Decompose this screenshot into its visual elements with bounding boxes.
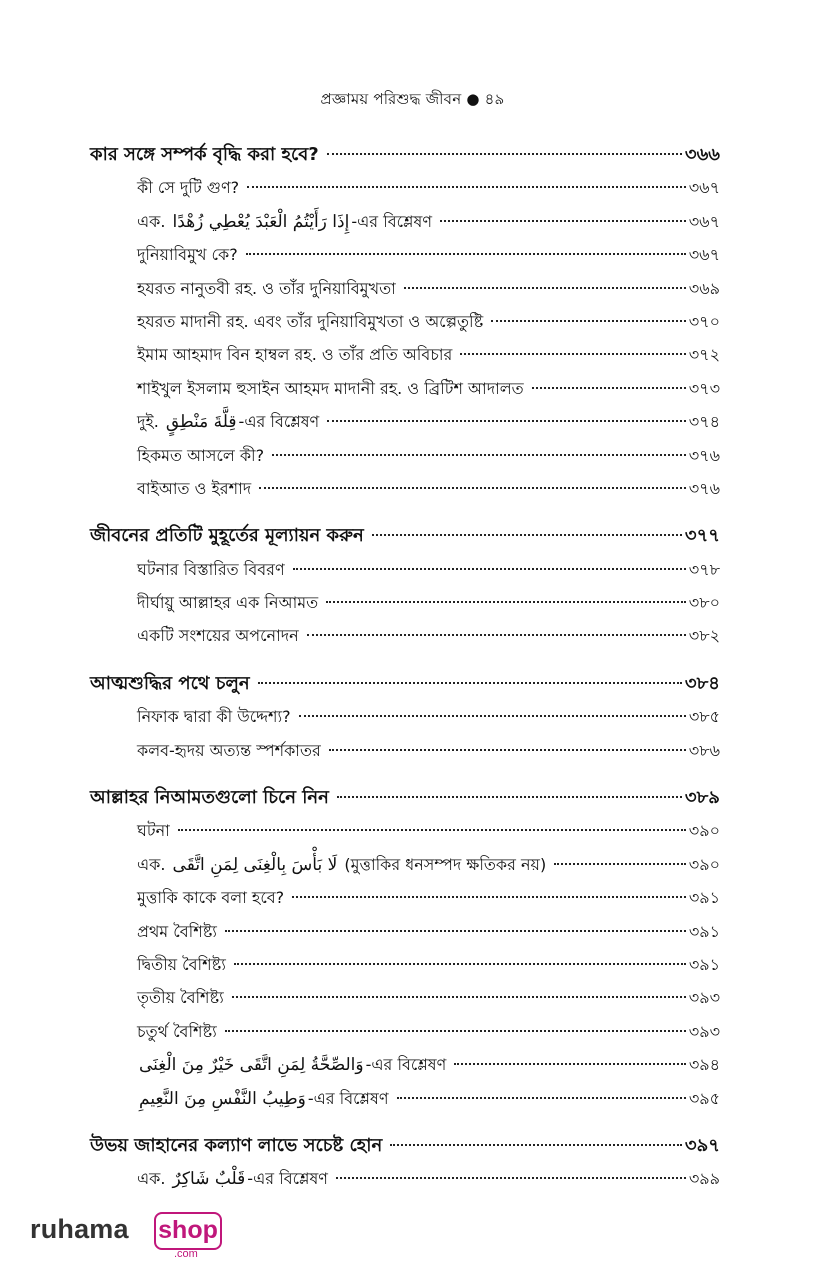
- page-number: ৩৬৭: [688, 245, 720, 265]
- subentry-title: [137, 1015, 221, 1048]
- subentry-text: কী সে দুটি গুণ?: [137, 178, 240, 198]
- page-number: ৩৬৭: [688, 211, 720, 231]
- dot-leader: [327, 153, 682, 155]
- subentry-title: [137, 586, 322, 619]
- subentry-title: [137, 405, 323, 439]
- logo-shop: shop: [158, 1216, 218, 1244]
- subentry-text: এক.: [137, 1169, 171, 1189]
- subentry-title: [137, 272, 400, 305]
- dot-leader: [178, 829, 686, 831]
- toc-subentry[interactable]: [90, 619, 720, 652]
- subentry-title: [137, 734, 325, 767]
- subentry-text: হযরত নানুতবী রহ. ও তাঁর দুনিয়াবিমুখতা: [137, 278, 396, 298]
- dot-leader: [259, 487, 686, 489]
- subentry-title: [137, 439, 268, 472]
- subentry-title: [137, 372, 528, 405]
- subentry-text: চতুর্থ বৈশিষ্ট্য: [137, 1021, 217, 1041]
- subentry-title: [137, 981, 228, 1014]
- subentry-text: কলব-হৃদয় অত্যন্ত স্পর্শকাতর: [137, 740, 321, 760]
- subentry-text: শাইখুল ইসলাম হুসাইন আহমদ মাদানী রহ. ও ব্রিটিশ আদালত: [137, 378, 524, 398]
- dot-leader: [337, 796, 682, 798]
- toc-subentry[interactable]: [90, 171, 720, 204]
- page-number: ৩৮৯: [684, 787, 720, 809]
- arabic-phrase: إِذَا رَأَيْتُمُ الْعَبْدَ يُعْطِي زُهْدًا: [172, 211, 350, 232]
- page-number: ৩৯৪: [688, 1055, 720, 1075]
- subentry-text: দীর্ঘায়ু আল্লাহর এক নিআমত: [137, 593, 319, 613]
- arabic-phrase: وَطِيبُ النَّفْسِ مِنَ النَّعِيمِ: [139, 1088, 306, 1109]
- subentry-title: [137, 305, 487, 338]
- toc-subentry[interactable]: [90, 272, 720, 305]
- chapter-title: কার সঙ্গে সম্পর্ক বৃদ্ধি করা হবে?: [90, 144, 319, 165]
- logo-domain: .com: [174, 1248, 198, 1260]
- page-number: ৩৮৬: [688, 740, 720, 760]
- subentry-suffix: -এর বিশ্লেষণ: [247, 1169, 328, 1189]
- dot-leader: [299, 715, 686, 717]
- toc-chapter-entry[interactable]: [90, 781, 720, 814]
- subentry-text: ঘটনা: [137, 821, 170, 841]
- dot-leader: [225, 930, 686, 932]
- dot-leader: [293, 568, 686, 570]
- toc-chapter-entry[interactable]: [90, 138, 720, 171]
- page-number: ৩৮৪: [684, 672, 720, 694]
- dot-leader: [292, 896, 686, 898]
- subentry-text: দুই.: [137, 412, 164, 432]
- subentry-title: [137, 472, 255, 505]
- subentry-text: ঘটনার বিস্তারিত বিবরণ: [137, 559, 285, 579]
- subentry-title: [137, 814, 174, 847]
- page-number: ৩৭৭: [684, 525, 720, 547]
- page-number: ৩৯৫: [688, 1088, 720, 1108]
- toc-subentry[interactable]: [90, 586, 720, 619]
- toc-subentry[interactable]: [90, 305, 720, 338]
- page-number: ৩৮৫: [688, 707, 720, 727]
- subentry-suffix: -এর বিশ্লেষণ: [351, 211, 432, 231]
- subentry-title: [137, 1082, 393, 1116]
- arabic-phrase: قَلْبٌ شَاكِرٌ: [172, 1169, 246, 1190]
- subentry-text: প্রথম বৈশিষ্ট্য: [137, 921, 217, 941]
- page-number: ৩৮২: [688, 626, 720, 646]
- dot-leader: [329, 749, 686, 751]
- chapter-title: উভয় জাহানের কল্যাণ লাভে সচেষ্ট হোন: [90, 1134, 383, 1156]
- toc-subentry[interactable]: [90, 553, 720, 586]
- dot-leader: [272, 454, 686, 456]
- dot-leader: [326, 601, 686, 603]
- page-number: ৩৯১: [688, 888, 720, 908]
- page-number: ৩৬৯: [688, 278, 720, 298]
- page-number: ৩৭৬: [688, 478, 720, 498]
- arabic-phrase: لَا بَأْسَ بِالْغِنَى لِمَنِ اتَّقَى: [172, 854, 338, 875]
- dot-leader: [225, 1030, 686, 1032]
- page-number: ৩৬৭: [688, 178, 720, 198]
- subentry-title: [137, 948, 230, 981]
- subentry-title: [137, 1162, 332, 1196]
- toc-subentry[interactable]: [90, 338, 720, 371]
- toc-subentry[interactable]: [90, 205, 720, 238]
- dot-leader: [554, 863, 686, 865]
- page-number: ৩৯৯: [688, 1169, 720, 1189]
- dot-leader: [460, 353, 685, 355]
- dot-leader: [336, 1177, 686, 1179]
- toc-subentry[interactable]: [90, 948, 720, 981]
- subentry-title: [137, 238, 242, 271]
- dot-leader: [258, 682, 682, 684]
- toc-subentry[interactable]: [90, 915, 720, 948]
- table-of-contents: [90, 138, 720, 1196]
- page-number: ৩৯৭: [684, 1134, 720, 1156]
- page-number: ৩৯০: [688, 821, 720, 841]
- toc-subentry[interactable]: [90, 405, 720, 438]
- subentry-text: এক.: [137, 854, 171, 874]
- toc-subentry[interactable]: [90, 372, 720, 405]
- subentry-suffix: -এর বিশ্লেষণ: [307, 1088, 389, 1108]
- dot-leader: [454, 1063, 686, 1065]
- section-gap: [90, 767, 720, 781]
- dot-leader: [247, 186, 686, 188]
- toc-chapter-entry[interactable]: [90, 1129, 720, 1162]
- page-number: ৩৯১: [688, 921, 720, 941]
- toc-subentry[interactable]: [90, 1082, 720, 1115]
- page-number: ৩৮০: [688, 593, 720, 613]
- subentry-suffix: -এর বিশ্লেষণ: [238, 412, 320, 432]
- subentry-text: এক.: [137, 211, 171, 231]
- toc-chapter-entry[interactable]: [90, 519, 720, 552]
- page-number: ৩৭৪: [688, 412, 720, 432]
- toc-subentry[interactable]: [90, 1015, 720, 1048]
- section-gap: [90, 505, 720, 519]
- toc-subentry[interactable]: [90, 700, 720, 733]
- chapter-title: আল্লাহর নিআমতগুলো চিনে নিন: [90, 787, 329, 809]
- logo-shop-badge: [154, 1212, 222, 1250]
- dot-leader: [246, 253, 686, 255]
- subentry-title: [137, 338, 456, 371]
- subentry-suffix: -এর বিশ্লেষণ: [365, 1055, 447, 1075]
- page-number: ৩৯০: [688, 854, 720, 874]
- subentry-text: দ্বিতীয় বৈশিষ্ট্য: [137, 954, 226, 974]
- logo-name: ruhama: [30, 1214, 129, 1244]
- subentry-title: [137, 848, 550, 882]
- page-number: ৩৭০: [688, 311, 720, 331]
- toc-subentry[interactable]: [90, 1048, 720, 1081]
- page-number: ৩৬৬: [684, 144, 720, 165]
- page-number: ৩৭৩: [688, 378, 720, 398]
- section-gap: [90, 653, 720, 667]
- subentry-text: একটি সংশয়ের অপনোদন: [137, 626, 299, 646]
- arabic-phrase: وَالصِّحَّةُ لِمَنِ اتَّقَى خَيْرٌ مِنَ الْغِنَى: [139, 1055, 364, 1076]
- subentry-title: [137, 1048, 450, 1082]
- dot-leader: [234, 963, 686, 965]
- arabic-phrase: قِلَّةَ مَنْطِقٍ: [165, 412, 237, 433]
- subentry-text: হিকমত আসলে কী?: [137, 445, 265, 465]
- page-number: ৩৭২: [688, 345, 720, 365]
- dot-leader: [440, 220, 686, 222]
- toc-subentry[interactable]: [90, 1162, 720, 1195]
- dot-leader: [390, 1144, 682, 1146]
- toc-subentry[interactable]: [90, 439, 720, 472]
- toc-subentry[interactable]: [90, 881, 720, 914]
- page-number: ৩৭৮: [688, 559, 720, 579]
- toc-subentry[interactable]: [90, 848, 720, 881]
- subentry-title: [137, 171, 243, 204]
- dot-leader: [404, 287, 686, 289]
- page-number: ৩৯৩: [688, 1021, 720, 1041]
- dot-leader: [372, 534, 682, 536]
- section-gap: [90, 1115, 720, 1129]
- subentry-text: তৃতীয় বৈশিষ্ট্য: [137, 988, 224, 1008]
- subentry-text: হযরত মাদানী রহ. এবং তাঁর দুনিয়াবিমুখতা ও অল্পেতুষ্টি: [137, 311, 484, 331]
- chapter-title: আত্মশুদ্ধির পথে চলুন: [90, 672, 250, 694]
- page-number: ৩৯৩: [688, 988, 720, 1008]
- dot-leader: [532, 387, 686, 389]
- subentry-title: [137, 700, 295, 733]
- toc-subentry[interactable]: [90, 814, 720, 847]
- dot-leader: [232, 996, 686, 998]
- chapter-title: জীবনের প্রতিটি মুহূর্তের মূল্যায়ন করুন: [90, 525, 364, 547]
- dot-leader: [491, 320, 686, 322]
- running-head: প্রজ্ঞাময় পরিশুদ্ধ জীবন ● ৪৯: [320, 90, 505, 108]
- toc-chapter-entry[interactable]: [90, 667, 720, 700]
- toc-subentry[interactable]: [90, 472, 720, 505]
- subentry-title: [137, 553, 289, 586]
- subentry-text: দুনিয়াবিমুখ কে?: [137, 245, 238, 265]
- dot-leader: [307, 634, 686, 636]
- subentry-text: নিফাক দ্বারা কী উদ্দেশ্য?: [137, 707, 291, 727]
- subentry-title: [137, 205, 436, 239]
- subentry-text: ইমাম আহমাদ বিন হাম্বল রহ. ও তাঁর প্রতি অবিচার: [137, 345, 453, 365]
- dot-leader: [397, 1097, 686, 1099]
- page-number: ৩৭৬: [688, 445, 720, 465]
- toc-subentry[interactable]: [90, 981, 720, 1014]
- subentry-text: মুত্তাকি কাকে বলা হবে?: [137, 888, 285, 908]
- subentry-title: [137, 619, 303, 652]
- page-number: ৩৯১: [688, 954, 720, 974]
- subentry-title: [137, 915, 221, 948]
- subentry-title: [137, 881, 288, 914]
- subentry-suffix: (মুত্তাকির ধনসম্পদ ক্ষতিকর নয়): [339, 854, 547, 874]
- toc-subentry[interactable]: [90, 238, 720, 271]
- toc-subentry[interactable]: [90, 734, 720, 767]
- dot-leader: [327, 420, 686, 422]
- subentry-text: বাইআত ও ইরশাদ: [137, 478, 252, 498]
